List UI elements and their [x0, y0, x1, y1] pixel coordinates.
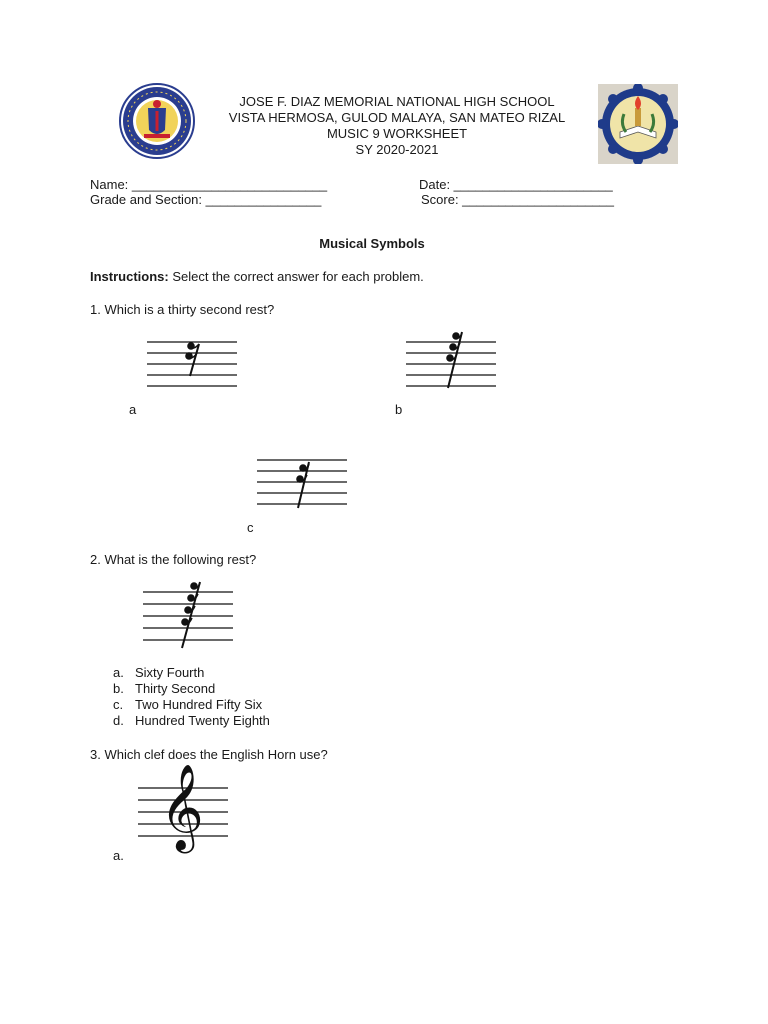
deped-seal: [118, 82, 196, 160]
q1-option-a-staff[interactable]: [147, 336, 237, 394]
sixteenth-rest-icon: [185, 342, 199, 376]
school-name: JOSE F. DIAZ MEMORIAL NATIONAL HIGH SCHOOL: [239, 94, 555, 109]
school-address: VISTA HERMOSA, GULOD MALAYA, SAN MATEO RIZAL: [228, 110, 566, 125]
choice-letter: d.: [113, 713, 124, 728]
instructions: [90, 269, 424, 285]
worksheet-title: MUSIC 9 WORKSHEET: [326, 126, 468, 141]
score-field[interactable]: Score: _____________________: [421, 192, 615, 207]
choice-letter: a.: [113, 665, 124, 680]
section-title: Musical Symbols: [319, 236, 425, 251]
grade-section-field[interactable]: Grade and Section: ________________: [90, 192, 322, 207]
q1-option-a-label[interactable]: a: [129, 402, 137, 417]
choice-text: Thirty Second: [135, 681, 216, 696]
q2-choice-d[interactable]: [113, 713, 270, 729]
question-1-prompt: 1. Which is a thirty second rest?: [90, 302, 275, 317]
choice-letter: c.: [113, 697, 124, 712]
instructions-label: Instructions:: [90, 269, 169, 284]
question-2-prompt: 2. What is the following rest?: [90, 552, 257, 567]
q2-choice-c[interactable]: [113, 697, 270, 713]
choice-text: Two Hundred Fifty Six: [135, 697, 263, 712]
sixteenth-rest-icon: [296, 462, 309, 508]
date-field[interactable]: Date: ______________________: [419, 177, 613, 192]
q2-rest-staff: [143, 580, 233, 650]
school-year: SY 2020-2021: [355, 142, 439, 157]
school-logo: [598, 84, 678, 164]
choice-letter: b.: [113, 681, 124, 696]
q2-choice-b[interactable]: [113, 681, 270, 697]
instructions-text: Select the correct answer for each problem.: [168, 269, 424, 284]
q3-option-a-label[interactable]: a.: [113, 848, 124, 863]
q1-option-c-staff[interactable]: [257, 454, 347, 512]
name-field[interactable]: Name: ___________________________: [90, 177, 328, 192]
q2-choice-a[interactable]: [113, 665, 270, 681]
header-block: [196, 94, 598, 158]
q3-option-a-staff[interactable]: [138, 764, 228, 852]
q1-option-b-label[interactable]: b: [395, 402, 403, 417]
question-3-prompt: 3. Which clef does the English Horn use?: [90, 747, 328, 762]
q2-choices: [113, 665, 270, 729]
thirty-second-rest-icon: [446, 332, 462, 388]
q1-option-b-staff[interactable]: [406, 330, 496, 392]
q1-option-c-label[interactable]: c: [247, 520, 254, 535]
treble-clef-icon: 𝄞: [160, 764, 204, 850]
choice-text: Sixty Fourth: [135, 665, 205, 680]
choice-text: Hundred Twenty Eighth: [135, 713, 270, 728]
